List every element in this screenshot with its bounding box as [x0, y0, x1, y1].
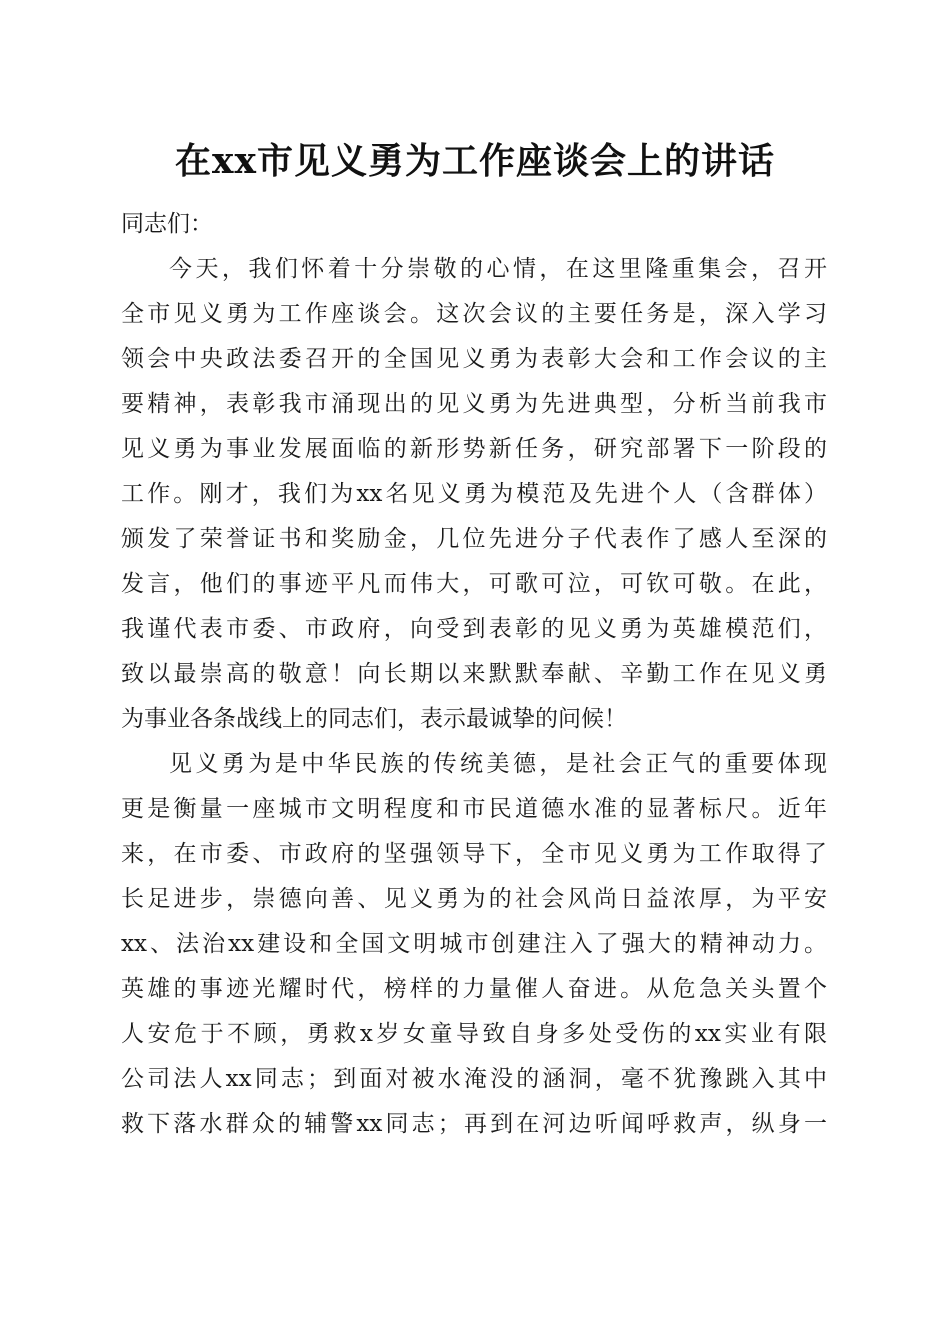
salutation: 同志们： [121, 211, 213, 237]
text-line: 我谨代表市委、市政府，向受到表彰的见义勇为英雄模范们， [121, 616, 827, 642]
text-line: 见义勇为事业发展面临的新形势新任务，研究部署下一阶段的 [121, 436, 827, 462]
text-line: 颁发了荣誉证书和奖励金，几位先进分子代表作了感人至深的 [121, 526, 827, 552]
text-line: 全市见义勇为工作座谈会。这次会议的主要任务是，深入学习 [121, 301, 827, 327]
paragraph-1 [121, 247, 827, 742]
text-line: 要精神，表彰我市涌现出的见义勇为先进典型，分析当前我市 [121, 391, 827, 417]
text-line: 工作。刚才，我们为xx名见义勇为模范及先进个人（含群体） [121, 481, 827, 507]
paragraph-2 [121, 742, 827, 1147]
text-line: 人安危于不顾，勇救x岁女童导致自身多处受伤的xx实业有限 [121, 1021, 827, 1047]
text-line: 发言，他们的事迹平凡而伟大，可歌可泣，可钦可敬。在此， [121, 571, 827, 597]
text-line: 英雄的事迹光耀时代，榜样的力量催人奋进。从危急关头置个 [121, 976, 827, 1002]
text-line: 见义勇为是中华民族的传统美德，是社会正气的重要体现 [169, 751, 827, 777]
document-title: 在xx市见义勇为工作座谈会上的讲话 [175, 140, 775, 182]
text-line: 为事业各条战线上的同志们，表示最诚挚的问候！ [121, 706, 627, 732]
text-line: 更是衡量一座城市文明程度和市民道德水准的显著标尺。近年 [121, 796, 827, 822]
text-line: 致以最崇高的敬意！向长期以来默默奉献、辛勤工作在见义勇 [121, 661, 827, 687]
document-body [121, 202, 827, 1147]
text-line: 来，在市委、市政府的坚强领导下，全市见义勇为工作取得了 [121, 841, 827, 867]
text-line: 今天，我们怀着十分崇敬的心情，在这里隆重集会，召开 [169, 256, 827, 282]
text-line: 领会中央政法委召开的全国见义勇为表彰大会和工作会议的主 [121, 346, 827, 372]
text-line: xx、法治xx建设和全国文明城市创建注入了强大的精神动力。 [121, 931, 827, 957]
text-line: 救下落水群众的辅警xx同志；再到在河边听闻呼救声，纵身一 [121, 1111, 827, 1137]
text-line: 长足进步，崇德向善、见义勇为的社会风尚日益浓厚，为平安 [121, 886, 827, 912]
text-line: 公司法人xx同志；到面对被水淹没的涵洞，毫不犹豫跳入其中 [121, 1066, 827, 1092]
